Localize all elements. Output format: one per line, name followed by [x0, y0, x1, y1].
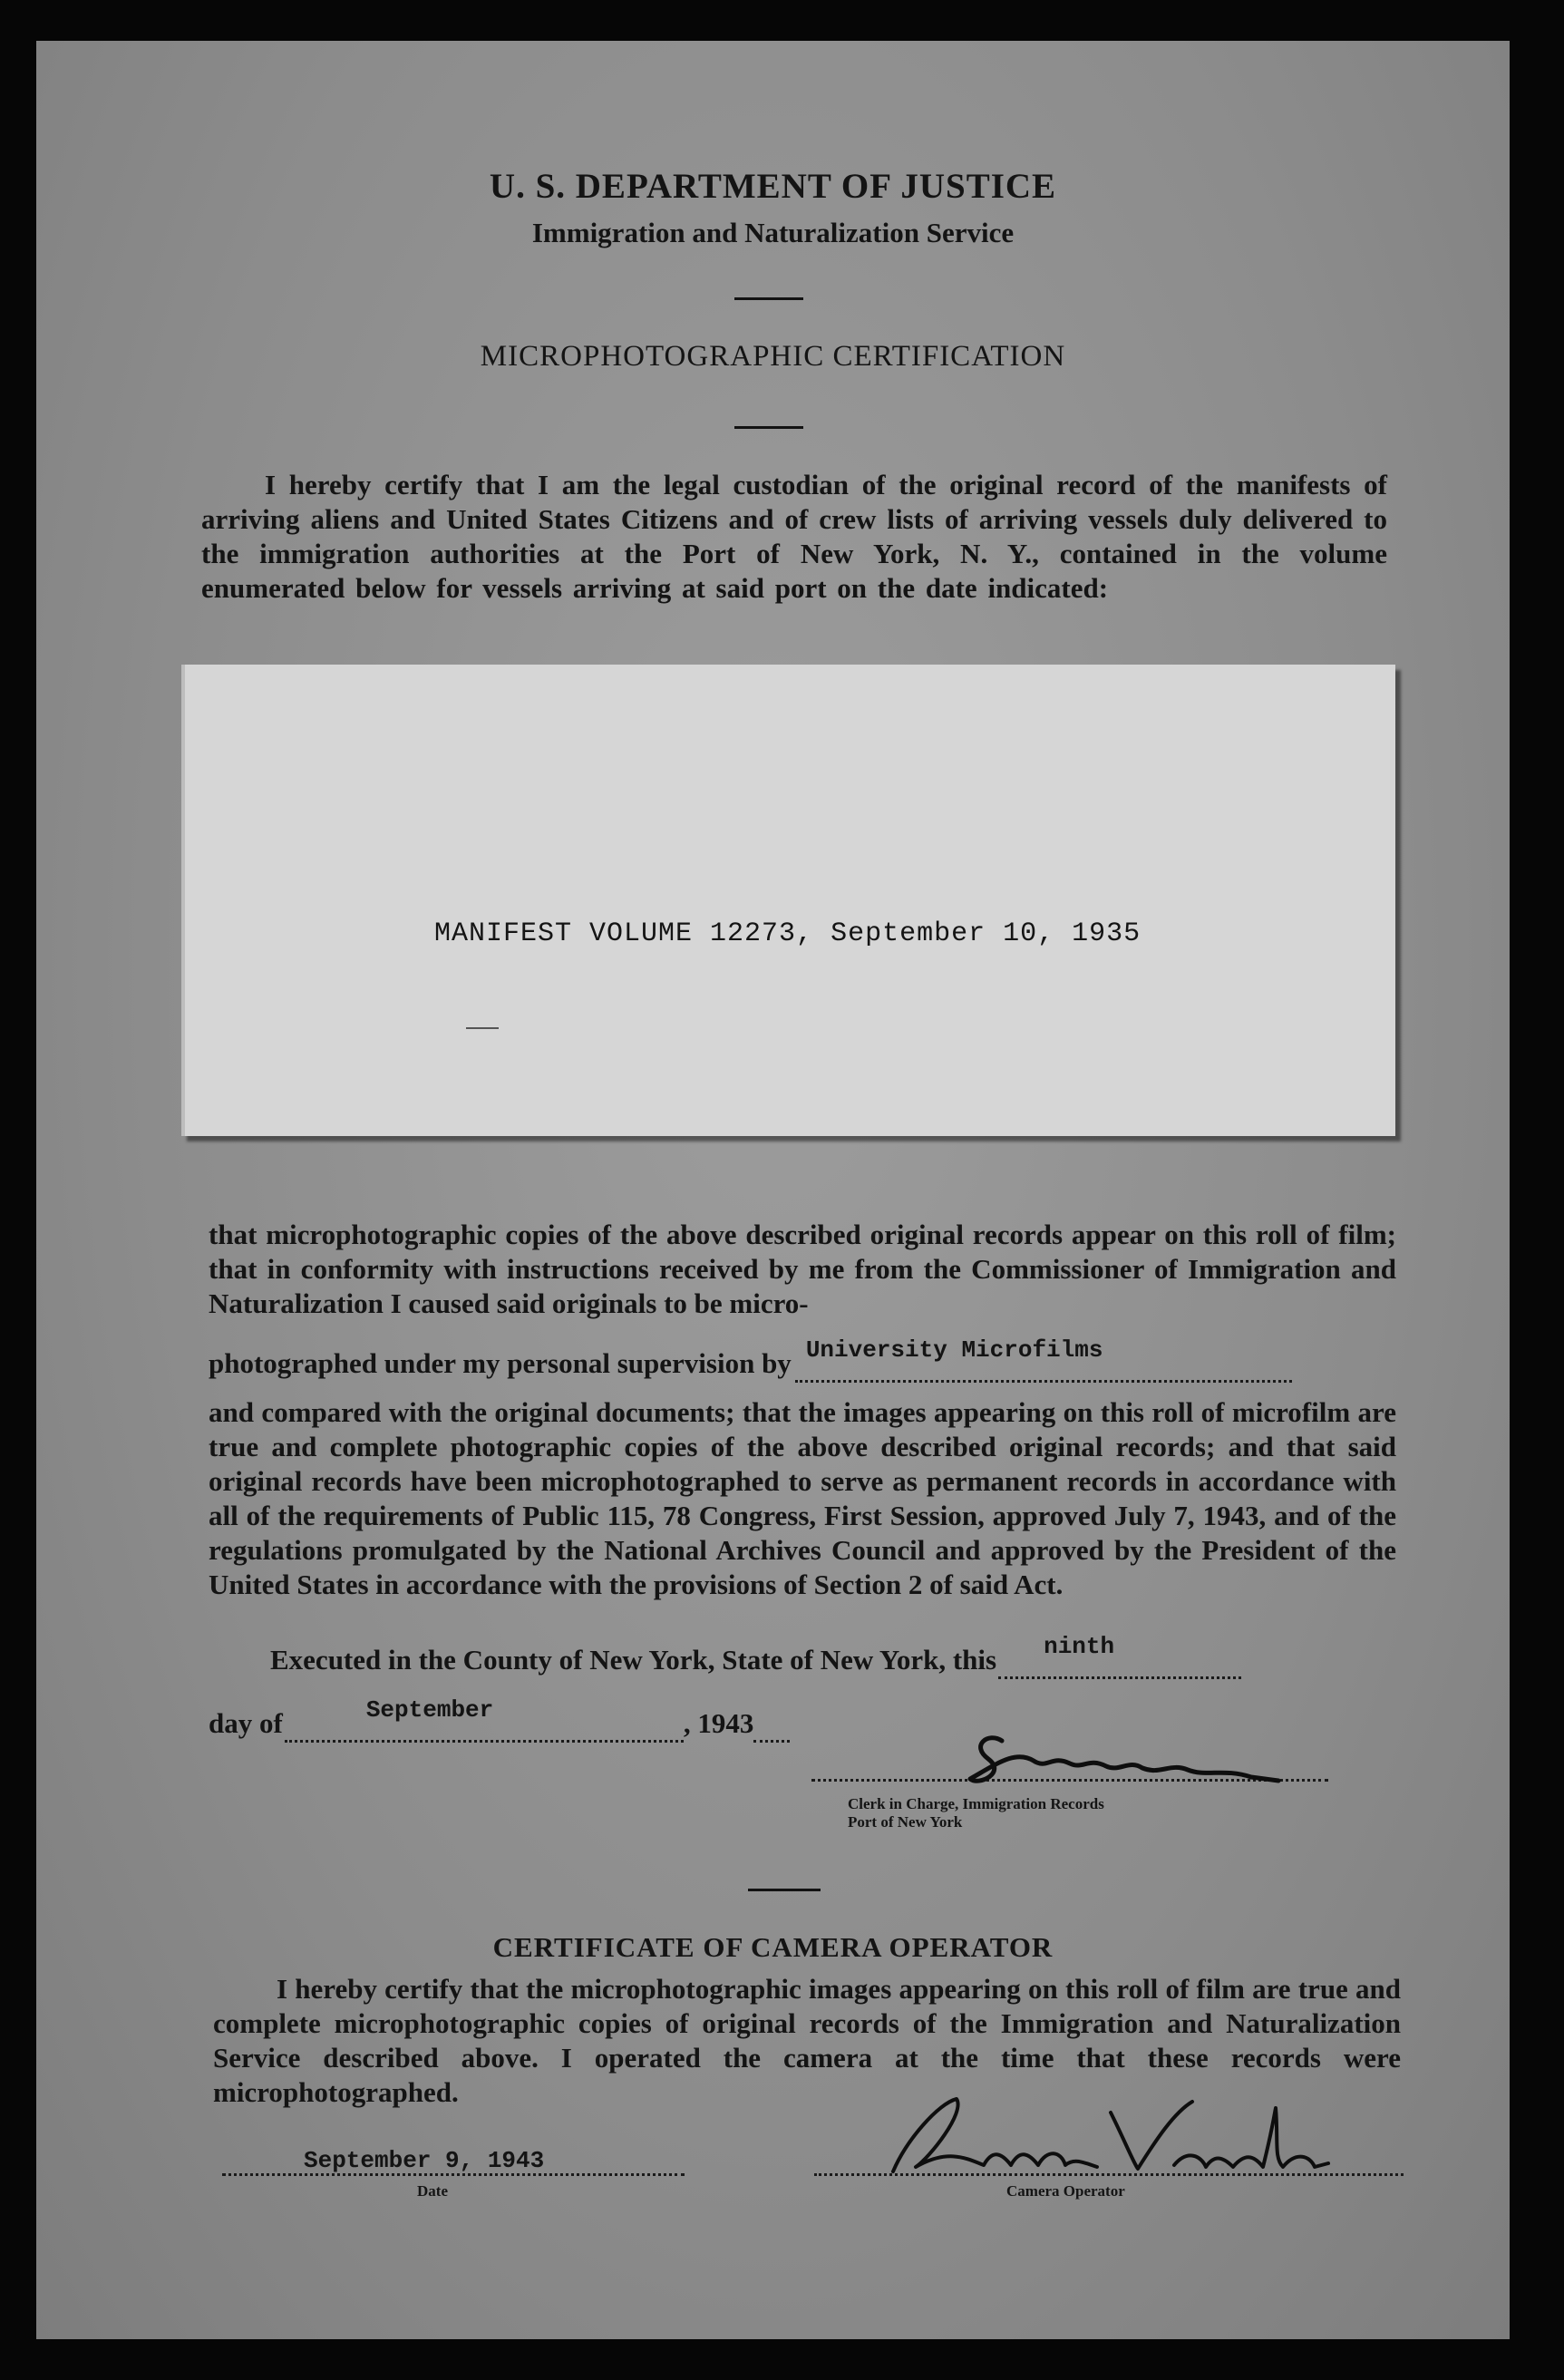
- clerk-signature: [961, 1723, 1324, 1795]
- day-of-label: day of: [209, 1707, 283, 1739]
- execution-line: [270, 1633, 1241, 1679]
- typed-dash: [466, 1027, 499, 1029]
- microfilmer-value: University Microfilms: [805, 1336, 1103, 1364]
- day-value: ninth: [1044, 1633, 1115, 1660]
- camera-operator-label: Camera Operator: [1006, 2182, 1125, 2200]
- microfilmer-line: [209, 1336, 1292, 1383]
- certificate-sheet: [36, 41, 1510, 2339]
- microfilmer-lead: photographed under my personal supervision by: [209, 1347, 792, 1379]
- intro-paragraph: I hereby certify that I am the legal custodian of the original record of the manifests of arriving aliens and United States Citizens and of crew lists of arriving vessels duly delivered to the immigration authorities at the Port of New York, N. Y., contained in the volume enumerated below for vessels arriving at said port on the date indicated:: [201, 469, 1387, 604]
- year-trailing-dots: [753, 1707, 790, 1743]
- divider-middle: [734, 426, 803, 429]
- clerk-title-1: Clerk in Charge, Immigration Records: [848, 1795, 1104, 1812]
- divider-bottom: [748, 1889, 821, 1891]
- execution-lead: Executed in the County of New York, State of New York, this: [270, 1644, 997, 1676]
- month-value: September: [365, 1696, 494, 1724]
- camera-date-value: September 9, 1943: [304, 2147, 545, 2174]
- operator-signature: [866, 2085, 1337, 2185]
- department-title: U. S. DEPARTMENT OF JUSTICE: [489, 167, 1057, 206]
- divider-top: [734, 297, 803, 300]
- year-value: , 1943: [683, 1707, 754, 1739]
- volume-slip: [181, 665, 1395, 1136]
- service-subtitle: Immigration and Naturalization Service: [531, 217, 1015, 248]
- manifest-volume-label: MANIFEST VOLUME 12273, September 10, 1935: [434, 918, 1141, 949]
- day-field: [998, 1633, 1241, 1679]
- body-paragraph-1: that microphotographic copies of the above described original records appear on this roll of film; that in conformity with instructions received by me from the Commissioner of Immigration and Naturalization I caused said originals to be micro-: [209, 1219, 1396, 1319]
- camera-paragraph: I hereby certify that the microphotographic images appearing on this roll of film are true and complete microphotographic copies of original records of the Immigration and Naturalization Service described above. I operated the camera at the time that these records were microphotographed.: [213, 1973, 1401, 2108]
- camera-section-title: CERTIFICATE OF CAMERA OPERATOR: [492, 1931, 1054, 1963]
- clerk-title-2: Port of New York: [848, 1813, 963, 1831]
- certification-title: MICROPHOTOGRAPHIC CERTIFICATION: [480, 340, 1066, 373]
- body-paragraph-2: and compared with the original documents; that the images appearing on this roll of microfilm are true and complete photographic copies of the above described original records; and that said original records have been microphotographed to serve as permanent records in accordance with all of the requirements of Public 115, 78 Congress, First Session, approved July 7, 1943, and of the regulations promulgated by the National Archives Council and approved by the President of the United States in accordance with the provisions of Section 2 of said Act.: [209, 1396, 1396, 1600]
- date-of-line: [209, 1696, 790, 1743]
- month-field: [285, 1696, 684, 1743]
- date-label: Date: [417, 2182, 448, 2200]
- microfilmer-field: [795, 1336, 1292, 1383]
